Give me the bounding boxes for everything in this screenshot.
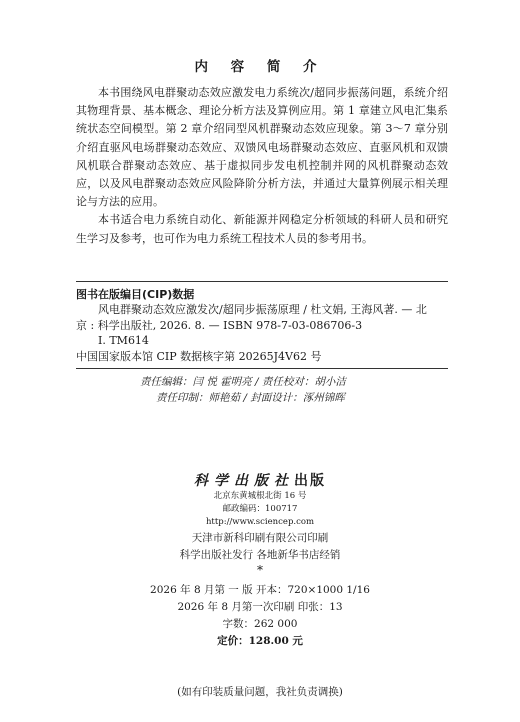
word-count: 字数：262 000 (222, 618, 298, 630)
publisher-url: http://www.sciencep.com (205, 517, 315, 527)
cip-line-imprint: 京 : 科学出版社, 2026. 8. — ISBN 978-7-03-086706-3 (76, 318, 363, 332)
publisher-suffix: 出版 (294, 473, 326, 489)
cip-bottom-rule (76, 368, 448, 369)
cip-header: 图书在版编目(CIP)数据 (76, 288, 195, 301)
editorial-credits (140, 374, 346, 406)
publisher-name (0, 470, 520, 490)
publisher-logo-text: 科学出版社 (194, 473, 294, 489)
publisher-address: 北京东黄城根北街 16 号 (213, 491, 307, 501)
cip-line-title: 风电群聚动态效应激发次/超同步振荡原理 / 杜文娟, 王海风著. — 北 (98, 303, 427, 316)
quality-notice: (如有印装质量问题，我社负责调换) (177, 686, 343, 698)
impression-line: 2026 年 8 月第一次印刷 印张：13 (177, 601, 343, 613)
distribution-line: 科学出版社发行 各地新华书店经销 (179, 549, 341, 561)
credits-line-production: 责任印制：师艳茹 / 封面设计：涿州锦晖 (156, 392, 345, 404)
cip-top-rule (76, 281, 448, 282)
cip-record (76, 302, 448, 364)
publisher-block (0, 470, 520, 529)
summary-paragraph-2: 本书适合电力系统自动化、新能源并网稳定分析领域的科研人员和研究生学习及参考，也可作为电力系统工程技术人员的参考用书。 (76, 213, 448, 245)
price: 定价：128.00 元 (217, 635, 303, 647)
summary-section (76, 84, 448, 248)
cip-line-number: 中国国家版本馆 CIP 数据核字第 20265J4V62 号 (76, 349, 322, 363)
printer-line: 天津市新科印刷有限公司印刷 (191, 532, 329, 544)
publisher-postcode: 邮政编码：100717 (222, 504, 298, 514)
page-title: 内 容 简 介 (194, 59, 326, 75)
edition-line: 2026 年 8 月第 一 版 开本：720×1000 1/16 (150, 584, 370, 596)
summary-paragraph-1: 本书围绕风电群聚动态效应激发电力系统次/超同步振荡问题，系统介绍其物理背景、基本概念、理论分析方法及算例应用。第 1 章建立风电汇集系统状态空间模型。第 2 章介绍同型风机群聚动态效应现象。第 3～7 章分别介绍直驱风电场群聚动态效应、双馈风电场群聚动态效应、直驱风机和双馈风机联合群聚动态效应、基于虚拟同步发电机控制并网的风机群聚动态效应，以及风电群聚动态效应风险降阶分析方法，并通过大量算例展示相关理论与方法的应用。 (76, 86, 448, 209)
printing-info (0, 530, 520, 650)
cip-line-classification: Ⅰ. TM614 (98, 334, 149, 348)
separator-star: * (257, 563, 263, 577)
credits-line-editors: 责任编辑：闫 悦 霍明亮 / 责任校对：胡小洁 (140, 376, 346, 388)
